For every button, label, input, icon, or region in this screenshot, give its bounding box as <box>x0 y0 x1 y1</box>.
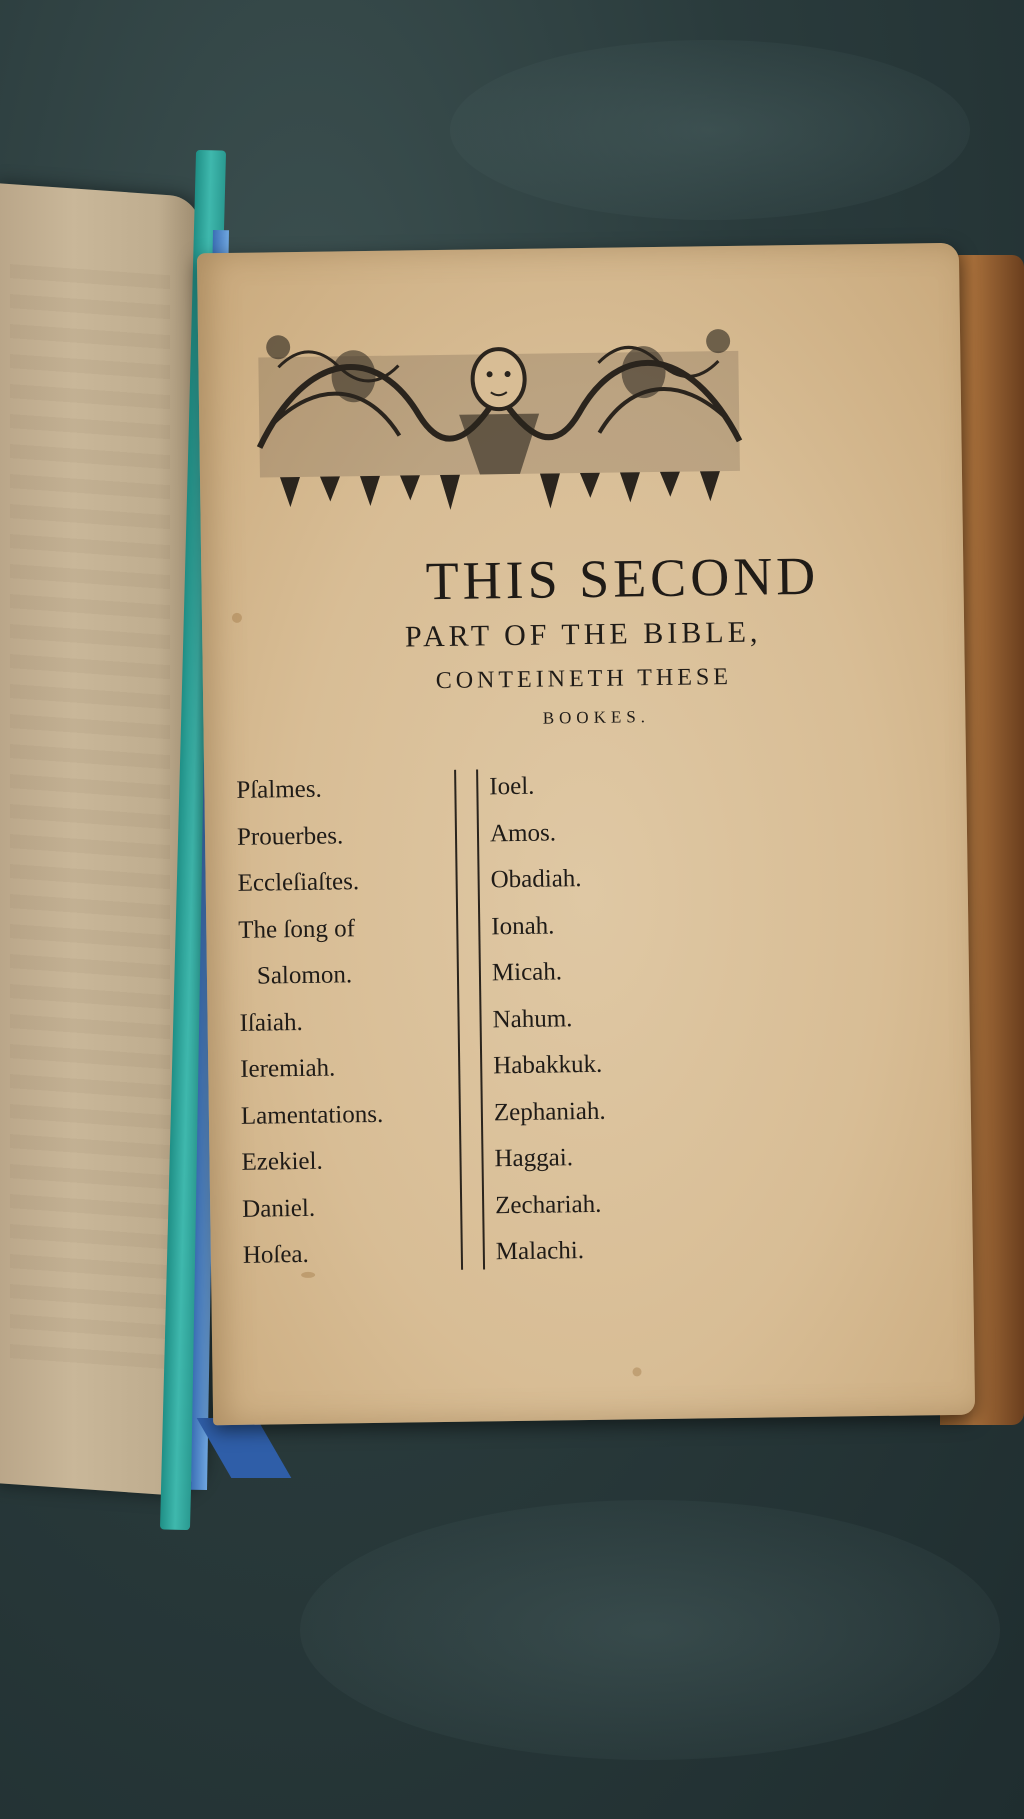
right-page <box>197 243 975 1426</box>
book-item: Daniel. <box>242 1194 316 1223</box>
foxing-spot <box>632 1367 641 1376</box>
book-item: Ezekiel. <box>241 1147 323 1176</box>
book-item: Obadiah. <box>490 865 582 894</box>
book-item: Eccleſiaſtes. <box>237 868 360 897</box>
book-item: Haggai. <box>494 1144 574 1173</box>
book-item: Salomon. <box>256 961 353 990</box>
book-list-right <box>489 763 608 1276</box>
book-item: Ioel. <box>489 772 535 801</box>
column-rule <box>476 770 485 1270</box>
column-rule <box>454 770 463 1270</box>
book-item: Ionah. <box>491 911 555 940</box>
ribbon-blue-end <box>197 1418 292 1478</box>
book-item: Pſalmes. <box>236 775 322 804</box>
book-item: Malachi. <box>495 1237 585 1266</box>
book-item: The ſong of <box>238 914 356 944</box>
book-item: Prouerbes. <box>236 821 344 851</box>
book-item: Zephaniah. <box>493 1097 606 1126</box>
title-line-2: PART OF THE BIBLE, <box>404 615 762 654</box>
book-item: Iſaiah. <box>239 1008 303 1037</box>
woodcut-headpiece-ornament <box>248 301 751 528</box>
book-list-left <box>236 766 385 1279</box>
book-item: Lamentations. <box>240 1100 384 1130</box>
title-line-4: BOOKES. <box>542 707 651 728</box>
title-line-1: THIS SECOND <box>425 545 820 612</box>
book-item: Hoſea. <box>242 1240 309 1269</box>
left-page-faint-text <box>10 264 170 1375</box>
title-line-3: CONTEINETH THESE <box>435 663 733 695</box>
book-item: Habakkuk. <box>493 1050 603 1080</box>
cloth-fold <box>450 40 970 220</box>
book-item: Zechariah. <box>494 1190 602 1219</box>
cloth-fold <box>300 1500 1000 1760</box>
book-item: Ieremiah. <box>240 1054 336 1083</box>
book-item: Amos. <box>489 818 557 847</box>
book-item: Nahum. <box>492 1004 573 1033</box>
book-item: Micah. <box>491 958 563 987</box>
